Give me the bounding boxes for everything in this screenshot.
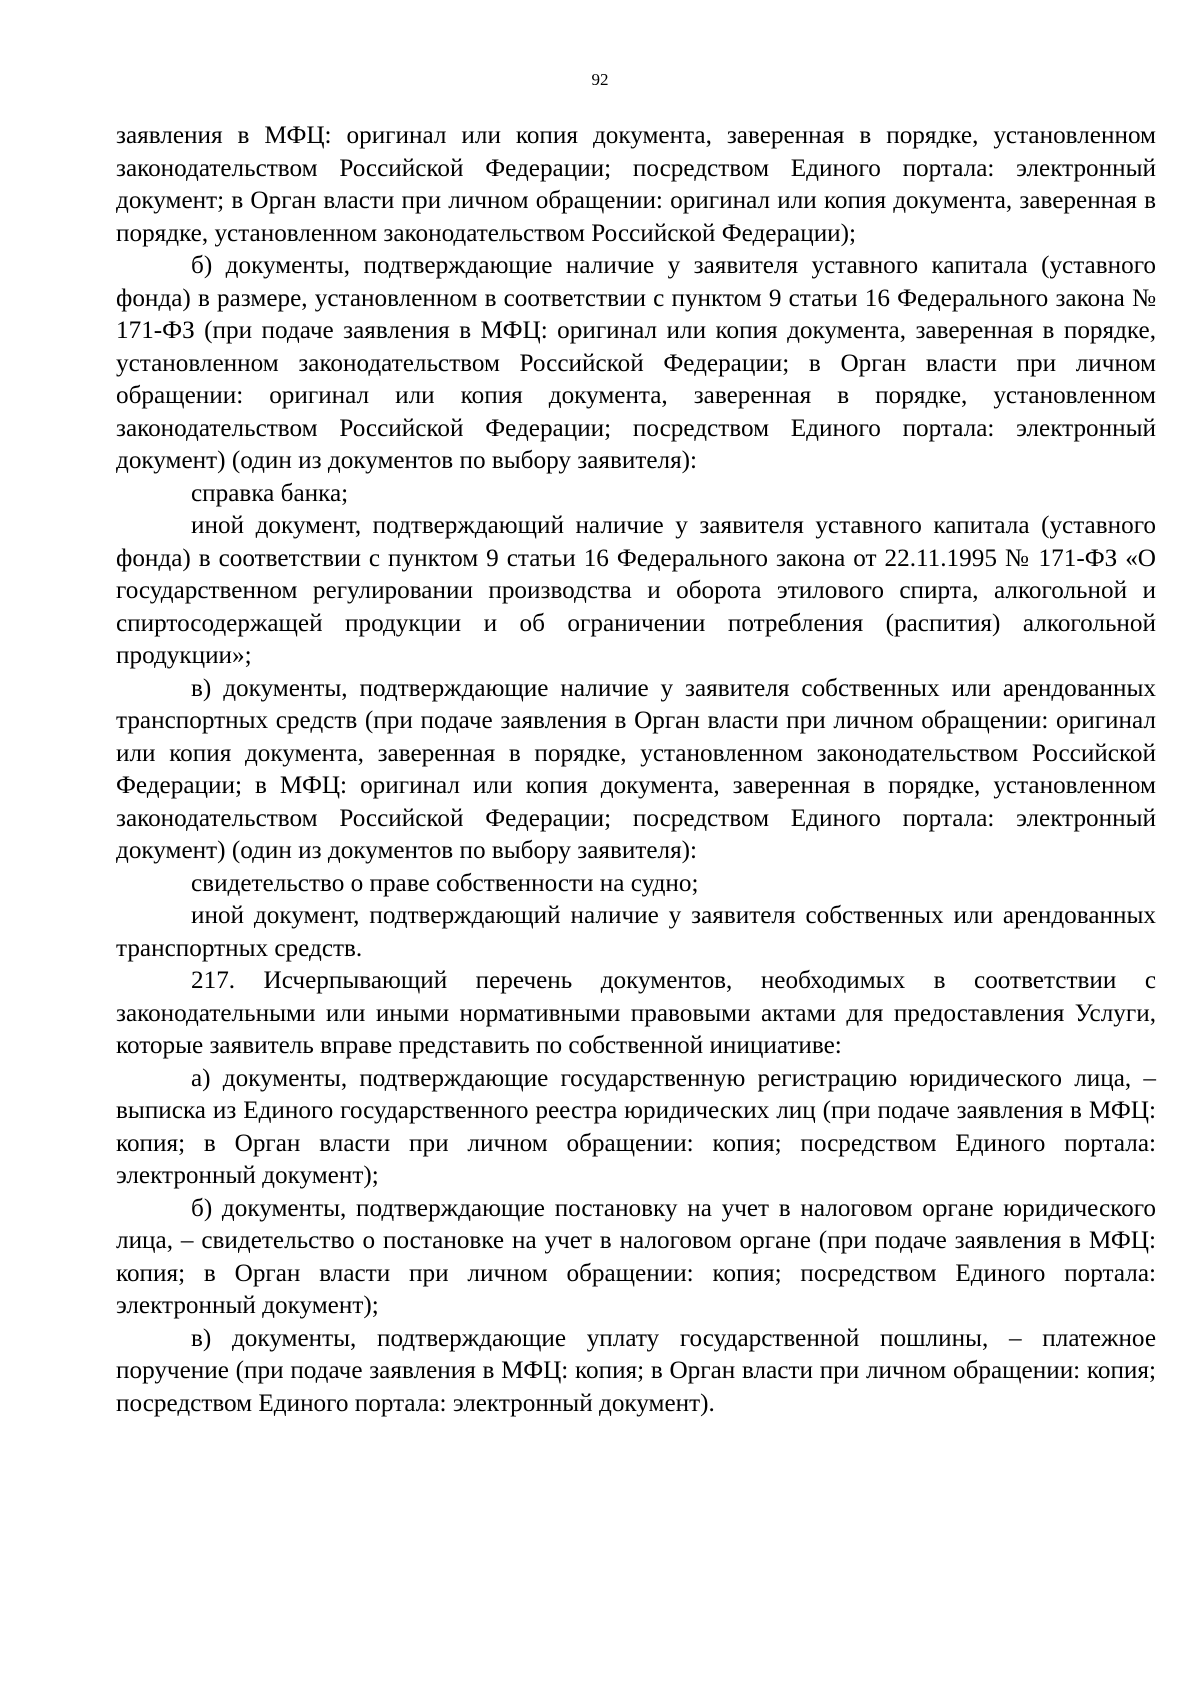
page-number: 92 — [591, 70, 609, 89]
paragraph-item-a-registration: а) документы, подтверждающие государственную регистрацию юридического лица, – выписка из Единого государственного реестра юридических лиц (при подаче заявления в МФЦ: копия; в Орган власти при личном обращении: копия; посредством Единого портала: электронный документ); — [116, 1064, 1156, 1189]
paragraph-ship-certificate: свидетельство о праве собственности на судно; — [191, 869, 699, 897]
paragraph-section-217: 217. Исчерпывающий перечень документов, необходимых в соответствии с законодательными или иными нормативными правовыми актами для предоставления Услуги, которые заявитель вправе представить по собственной инициативе: — [116, 967, 1156, 1059]
document-body — [116, 120, 1156, 1420]
paragraph-item-v-duty: в) документы, подтверждающие уплату государственной пошлины, – платежное поручение (при подаче заявления в МФЦ: копия; в Орган власти при личном обращении: копия; посредством Единого портала: электронный документ). — [116, 1324, 1156, 1417]
paragraph-other-capital-document: иной документ, подтверждающий наличие у заявителя уставного капитала (уставного фонда) в соответствии с пунктом 9 статьи 16 Федерального закона от 22.11.1995 № 171-ФЗ «О государственном регулировании производства и оборота этилового спирта, алкогольной и спиртосодержащей продукции и об ограничении потребления (распития) алкогольной продукции»; — [116, 512, 1156, 669]
paragraph-other-vehicle-document: иной документ, подтверждающий наличие у заявителя собственных или арендованных транспортных средств. — [116, 902, 1156, 962]
paragraph-item-b-capital: б) документы, подтверждающие наличие у заявителя уставного капитала (уставного фонда) в размере, установленном в соответствии с пунктом 9 статьи 16 Федерального закона № 171-ФЗ (при подаче заявления в МФЦ: оригинал или копия документа, заверенная в порядке, установленном законодательством Российской Федерации; в Орган власти при личном обращении: оригинал или копия документа, заверенная в порядке, установленном законодательством Российской Федерации; посредством Единого портала: электронный документ) (один из документов по выбору заявителя): — [116, 252, 1156, 474]
paragraph-bank-statement: справка банка; — [191, 479, 349, 507]
paragraph-continuation: заявления в МФЦ: оригинал или копия документа, заверенная в порядке, установленном законодательством Российской Федерации; посредством Единого портала: электронный документ; в Орган власти при личном обращении: оригинал или копия документа, заверенная в порядке, установленном законодательством Российской Федерации); — [116, 122, 1156, 247]
paragraph-item-v-vehicles: в) документы, подтверждающие наличие у заявителя собственных или арендованных транспортных средств (при подаче заявления в Орган власти при личном обращении: оригинал или копия документа, заверенная в порядке, установленном законодательством Российской Федерации; в МФЦ: оригинал или копия документа, заверенная в порядке, установленном законодательством Российской Федерации; посредством Единого портала: электронный документ) (один из документов по выбору заявителя): — [116, 674, 1156, 864]
paragraph-item-b-tax: б) документы, подтверждающие постановку на учет в налоговом органе юридического лица, – свидетельство о постановке на учет в налоговом органе (при подаче заявления в МФЦ: копия; в Орган власти при личном обращении: копия; посредством Единого портала: электронный документ); — [116, 1194, 1156, 1319]
